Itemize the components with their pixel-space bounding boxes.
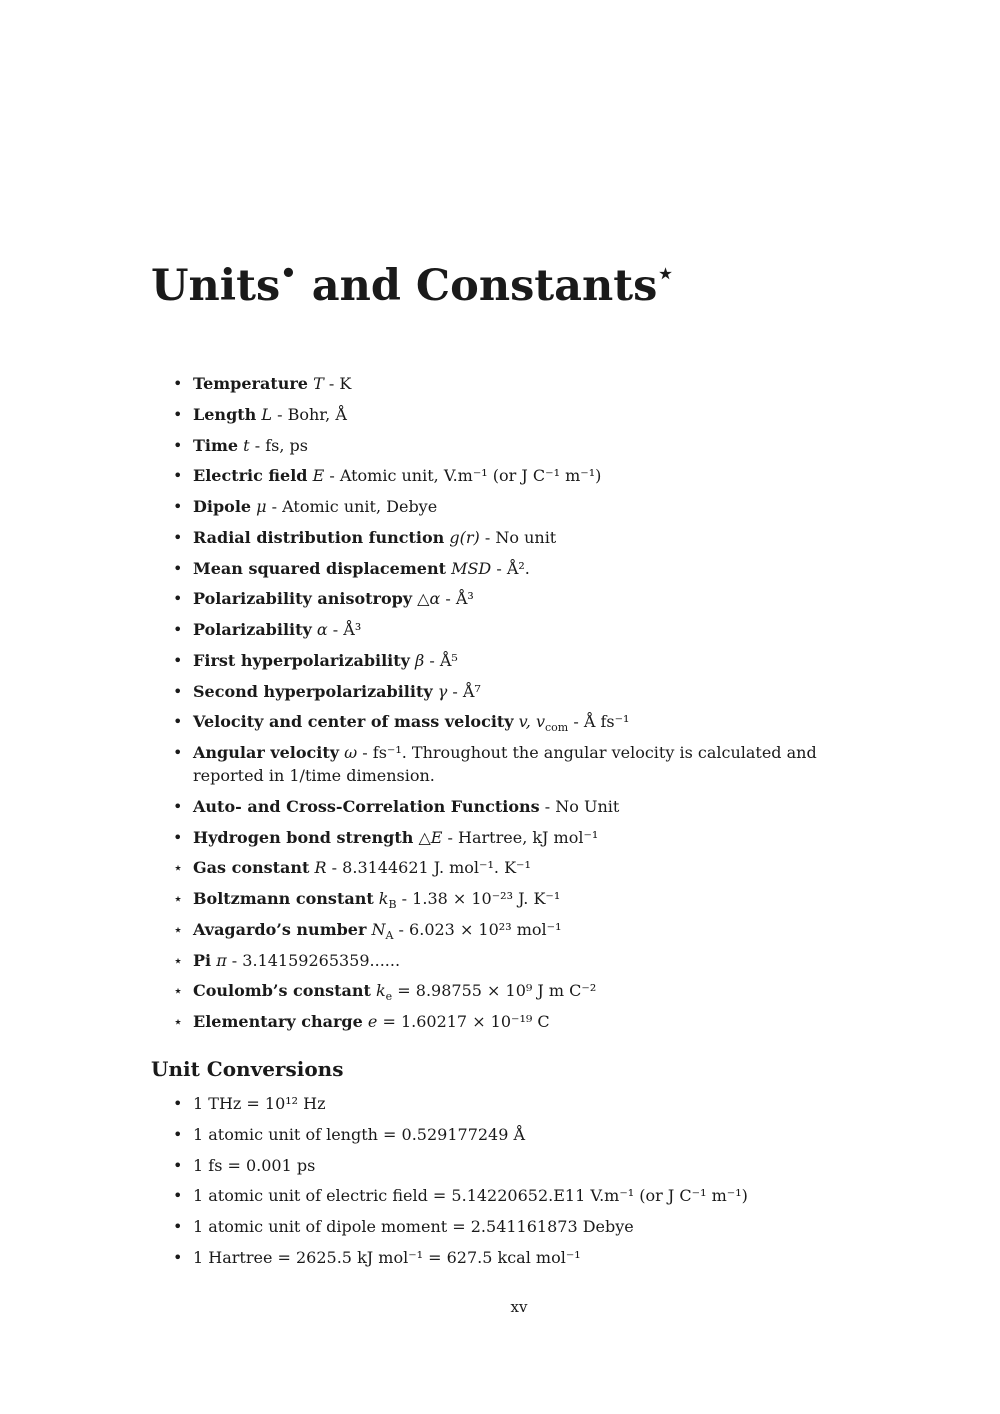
star-marker: ⋆ <box>173 858 184 878</box>
unit-symbol: △α <box>412 589 441 609</box>
unit-label: Dipole <box>193 497 252 516</box>
constant-item <box>173 856 889 879</box>
unit-item <box>173 649 889 672</box>
bullet-marker: • <box>173 712 183 732</box>
bullet-marker: • <box>173 1124 183 1144</box>
bullet-marker: • <box>173 589 183 609</box>
conversion-item <box>173 1154 889 1177</box>
bullet-marker: • <box>173 1217 183 1236</box>
unit-value: - No Unit <box>539 796 620 816</box>
conversion-text: 1 THz = 10¹² Hz <box>193 1094 326 1113</box>
constant-item <box>173 918 889 941</box>
constant-subscript: e <box>385 990 393 1004</box>
constant-value: = 8.98755 × 10⁹ J m C⁻² <box>392 981 597 1001</box>
star-marker: ⋆ <box>173 1012 184 1031</box>
constant-symbol: e <box>362 1012 378 1031</box>
unit-value: - fs, ps <box>249 435 308 455</box>
bullet-marker: • <box>173 466 183 486</box>
constant-symbol: R <box>309 858 327 878</box>
bullet-marker: • <box>173 527 183 547</box>
unit-symbol: γ <box>432 681 448 701</box>
unit-label: Polarizability anisotropy <box>193 589 413 609</box>
constant-item <box>173 979 889 1002</box>
star-marker: ⋆ <box>173 950 184 970</box>
conversion-item <box>173 1184 889 1207</box>
constant-subscript: A <box>385 928 394 942</box>
unit-symbol: α <box>311 620 328 639</box>
unit-value: - Å⁷ <box>447 681 481 701</box>
unit-symbol: L <box>256 404 272 424</box>
constant-value: - 1.38 × 10⁻²³ J. K⁻¹ <box>396 889 561 908</box>
bullet-marker: • <box>173 796 183 816</box>
unit-symbol: μ <box>251 497 267 516</box>
units-constants-list <box>173 372 889 1041</box>
title-units: Units <box>151 261 281 311</box>
unit-symbol: E <box>307 466 325 486</box>
page-number: xv <box>510 1298 528 1316</box>
constant-value: - 8.3144621 J. mol⁻¹. K⁻¹ <box>326 858 531 878</box>
unit-item <box>173 495 889 518</box>
constant-item <box>173 949 889 972</box>
unit-label: Hydrogen bond strength <box>193 827 414 847</box>
bullet-marker: • <box>173 827 183 847</box>
bullet-marker: • <box>173 435 183 455</box>
bullet-marker: • <box>173 404 183 424</box>
unit-label: First hyperpolarizability <box>193 650 410 670</box>
unit-label: Second hyperpolarizability <box>193 681 433 701</box>
constant-label: Elementary charge <box>193 1012 363 1031</box>
unit-label: Angular velocity <box>193 743 340 762</box>
unit-value: - fs⁻¹. Throughout the angular velocity is calculated and reported in 1/time dimension. <box>193 743 817 785</box>
unit-symbol: △E <box>413 827 443 847</box>
constant-item <box>173 887 889 910</box>
unit-value: - Å⁵ <box>424 650 458 670</box>
constant-label: Coulomb’s constant <box>193 981 371 1001</box>
unit-value: - Å fs⁻¹ <box>568 712 630 732</box>
bullet-marker: • <box>173 681 183 701</box>
conversion-text: 1 fs = 0.001 ps <box>193 1155 316 1175</box>
unit-item <box>173 680 889 703</box>
conversion-text: 1 atomic unit of electric field = 5.14220652.E11 V.m⁻¹ (or J C⁻¹ m⁻¹) <box>193 1186 748 1206</box>
unit-label: Length <box>193 404 257 424</box>
unit-item <box>173 464 889 487</box>
constants-marker: ⋆ <box>657 259 674 289</box>
unit-item <box>173 557 889 580</box>
unit-item <box>173 403 889 426</box>
unit-value: - Å². <box>491 558 530 578</box>
bullet-marker: • <box>173 1186 183 1206</box>
bullet-marker: • <box>173 1155 183 1175</box>
unit-symbol: g(r) <box>444 527 480 547</box>
constant-label: Pi <box>193 950 212 970</box>
constant-label: Boltzmann constant <box>193 889 374 908</box>
page-title <box>151 258 674 314</box>
unit-value: - No unit <box>479 527 557 547</box>
unit-label: Time <box>193 435 239 455</box>
bullet-marker: • <box>173 620 183 639</box>
unit-item <box>173 372 889 395</box>
constant-item <box>173 1010 889 1033</box>
units-marker: • <box>280 259 297 289</box>
unit-item <box>173 741 889 787</box>
star-marker: ⋆ <box>173 981 184 1001</box>
unit-symbol: β <box>409 650 425 670</box>
bullet-marker: • <box>173 743 183 762</box>
bullet-marker: • <box>173 497 183 516</box>
unit-symbol: ω <box>339 743 358 762</box>
unit-item <box>173 434 889 457</box>
unit-item <box>173 795 889 818</box>
constant-value: = 1.60217 × 10⁻¹⁹ C <box>377 1012 550 1031</box>
constant-label: Avagardo’s number <box>193 919 367 939</box>
conversion-item <box>173 1123 889 1146</box>
unit-value: - Atomic unit, V.m⁻¹ (or J C⁻¹ m⁻¹) <box>324 466 602 486</box>
constant-value: - 6.023 × 10²³ mol⁻¹ <box>393 919 562 939</box>
unit-symbol: v, v <box>513 712 546 732</box>
conversion-text: 1 atomic unit of dipole moment = 2.541161873 Debye <box>193 1217 634 1236</box>
unit-symbol: T <box>307 374 324 393</box>
unit-value: - Å³ <box>327 620 362 639</box>
bullet-marker: • <box>173 650 183 670</box>
constant-symbol: k <box>370 981 386 1001</box>
unit-value: - K <box>323 374 352 393</box>
unit-value: - Å³ <box>440 589 474 609</box>
bullet-marker: • <box>173 374 183 393</box>
conversion-item <box>173 1215 889 1238</box>
conversion-text: 1 Hartree = 2625.5 kJ mol⁻¹ = 627.5 kcal mol⁻¹ <box>193 1247 581 1267</box>
unit-symbol: t <box>238 435 250 455</box>
star-marker: ⋆ <box>173 889 184 908</box>
unit-label: Polarizability <box>193 620 312 639</box>
conversion-text: 1 atomic unit of length = 0.529177249 Å <box>193 1124 526 1144</box>
constant-value: - 3.14159265359...... <box>226 950 401 970</box>
unit-item <box>173 526 889 549</box>
unit-value: - Atomic unit, Debye <box>266 497 438 516</box>
unit-label: Electric field <box>193 466 308 486</box>
constant-symbol: π <box>211 950 227 970</box>
constant-subscript: B <box>388 898 397 912</box>
unit-conversions-heading: Unit Conversions <box>151 1057 344 1081</box>
unit-item <box>173 826 889 849</box>
unit-item <box>173 587 889 610</box>
constant-label: Gas constant <box>193 858 310 878</box>
unit-label: Mean squared displacement <box>193 558 446 578</box>
unit-conversions-list <box>173 1092 889 1277</box>
constant-symbol: k <box>373 889 389 908</box>
unit-value: - Hartree, kJ mol⁻¹ <box>442 827 599 847</box>
conversion-item <box>173 1092 889 1115</box>
bullet-marker: • <box>173 558 183 578</box>
unit-item <box>173 618 889 641</box>
unit-value: - Bohr, Å <box>272 404 347 424</box>
bullet-marker: • <box>173 1247 183 1267</box>
bullet-marker: • <box>173 1094 183 1113</box>
unit-label: Velocity and center of mass velocity <box>193 712 514 732</box>
unit-label: Radial distribution function <box>193 527 445 547</box>
star-marker: ⋆ <box>173 919 184 939</box>
constant-symbol: N <box>366 919 386 939</box>
unit-item <box>173 710 889 733</box>
unit-symbol: MSD <box>445 558 492 578</box>
unit-subscript: com <box>545 721 569 735</box>
conversion-item <box>173 1246 889 1269</box>
unit-label: Auto- and Cross-Correlation Functions <box>193 796 540 816</box>
unit-label: Temperature <box>193 374 308 393</box>
title-mid: and Constants <box>296 261 658 311</box>
